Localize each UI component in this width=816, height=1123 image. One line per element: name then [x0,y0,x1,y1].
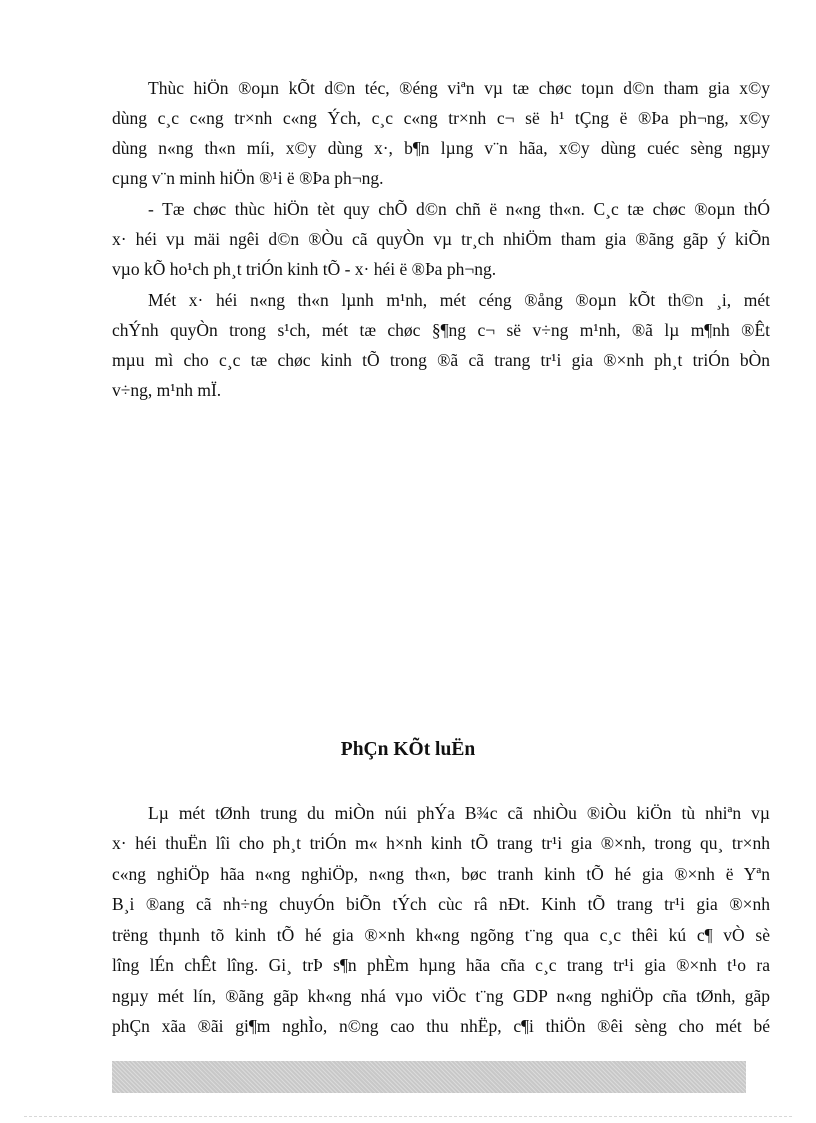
text-line: lîng lÉn chÊt lîng. Gi¸ trÞ s¶n phÈm hµng hãa cña c¸c trang tr¹i gia ®×nh t¹o ra [112,955,770,975]
text-line: B¸i ®ang cã nh÷ng chuyÓn biÕn tÝch cùc râ nÐt. Kinh tÕ trang tr¹i gia ®×nh [112,894,770,914]
text-line: phÇn xãa ®ãi gi¶m nghÌo, n©ng cao thu nhËp, c¶i thiÖn ®êi sèng cho mét bé [112,1016,770,1036]
text-line: vµo kÕ ho¹ch ph¸t triÓn kinh tÕ - x· héi ë ®Þa ph¬ng. [112,259,497,279]
text-line: v÷ng, m¹nh mÏ. [112,380,222,400]
text-line: x· héi thuËn lîi cho ph¸t triÓn m« h×nh kinh tÕ trang tr¹i gia ®×nh, trong qu¸ tr×nh [112,833,770,853]
section-heading: PhÇn KÕt luËn [340,739,476,760]
paragraph-block-top [112,74,770,400]
text-line: mµu mì cho c¸c tæ chøc kinh tÕ trong ®ã cã trang tr¹i gia ®×nh ph¸t triÓn bÒn [112,350,770,370]
text-line: trëng thµnh tõ kinh tÕ hé gia ®×nh kh«ng ngõng t¨ng qua c¸c thêi kú c¶ vÒ sè [112,925,770,945]
text-line: c«ng nghiÖp hãa n«ng nghiÖp, n«ng th«n, bøc tranh kinh tÕ hé gia ®×nh ë Yªn [112,864,770,884]
footer-bar [112,1061,746,1093]
text-line: dùng n«ng th«n míi, x©y dùng x·, b¶n lµng v¨n hãa, x©y dùng cuéc sèng ngµy [112,138,770,158]
text-line: - Tæ chøc thùc hiÖn tèt quy chÕ d©n chñ ë n«ng th«n. C¸c tæ chøc ®oµn thÓ [148,199,770,219]
text-line: Lµ mét tØnh trung du miÒn núi phÝa B¾c cã nhiÒu ®iÒu kiÖn tù nhiªn vµ [148,803,770,823]
text-line: chÝnh quyÒn trong s¹ch, mét tæ chøc §¶ng c¬ së v÷ng m¹nh, ®ã lµ m¶nh ®Êt [112,320,770,340]
text-line: ngµy mét lín, ®ãng gãp kh«ng nhá vµo viÖc t¨ng GDP n«ng nghiÖp cña tØnh, gãp [112,986,770,1006]
paragraph-block-conclusion [112,799,770,1049]
text-line: dùng c¸c c«ng tr×nh c«ng Ých, c¸c c«ng tr×nh c¬ së h¹ tÇng ë ®Þa ph¬ng, x©y [112,108,770,128]
text-line: Mét x· héi n«ng th«n lµnh m¹nh, mét céng ®ång ®oµn kÕt th©n ¸i, mét [148,290,770,310]
page-bottom-rule [24,1116,792,1117]
text-line: x· héi vµ mäi ngêi d©n ®Òu cã quyÒn vµ tr¸ch nhiÖm tham gia ®ãng gãp ý kiÕn [112,229,770,249]
text-line: cµng v¨n minh hiÖn ®¹i ë ®Þa ph¬ng. [112,168,384,188]
text-line: Thùc hiÖn ®oµn kÕt d©n téc, ®éng viªn vµ tæ chøc toµn d©n tham gia x©y [148,78,770,98]
